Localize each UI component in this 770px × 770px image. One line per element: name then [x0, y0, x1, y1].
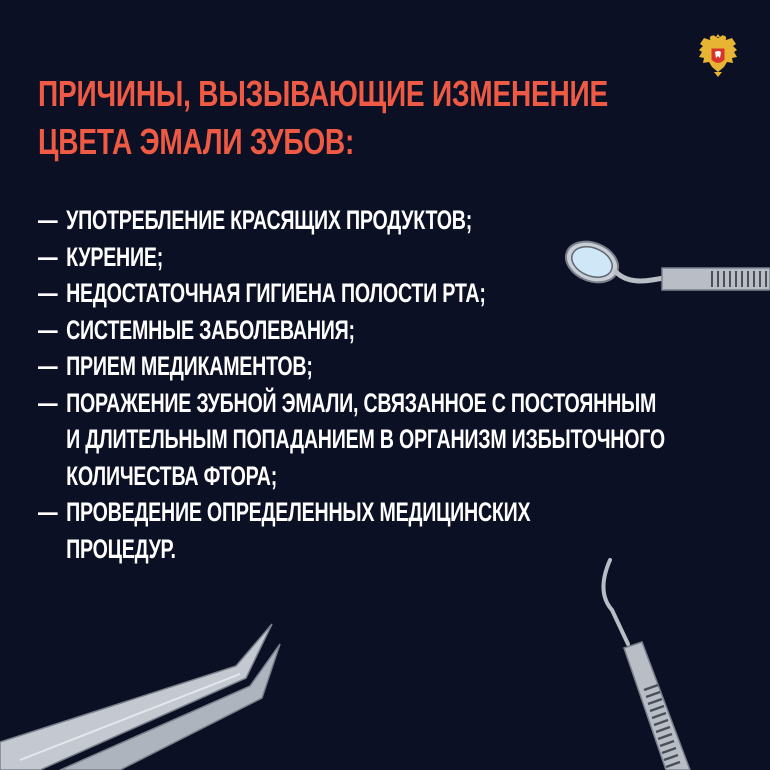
dental-mirror-icon	[562, 238, 770, 298]
list-dash: —	[38, 205, 58, 235]
list-dash: —	[38, 497, 58, 527]
list-item-text: ПРИЕМ МЕДИКАМЕНТОВ;	[66, 351, 313, 381]
list-item	[38, 202, 689, 239]
list-item-text: ПРОЦЕДУР.	[66, 533, 176, 564]
list-item	[38, 348, 689, 385]
list-item-text: ПРОВЕДЕНИЕ ОПРЕДЕЛЕННЫХ МЕДИЦИНСКИХ	[66, 497, 531, 527]
list-item-text: НЕДОСТАТОЧНАЯ ГИГИЕНА ПОЛОСТИ РТА;	[66, 278, 486, 308]
list-dash: —	[38, 351, 58, 381]
page-title	[38, 70, 678, 166]
title-line: ПРИЧИНЫ, ВЫЗЫВАЮЩИЕ ИЗМЕНЕНИЕ	[38, 73, 608, 114]
list-dash: —	[38, 314, 58, 345]
list-item	[38, 385, 689, 495]
list-item-text: И ДЛИТЕЛЬНЫМ ПОПАДАНИЕМ В ОРГАНИЗМ ИЗБЫТОЧНОГО	[66, 424, 665, 454]
dental-tweezers-icon	[0, 620, 290, 770]
list-item-text: УПОТРЕБЛЕНИЕ КРАСЯЩИХ ПРОДУКТОВ;	[66, 205, 473, 235]
title-line: ЦВЕТА ЭМАЛИ ЗУБОВ:	[38, 121, 355, 162]
list-dash: —	[38, 241, 58, 272]
list-item-text: ПОРАЖЕНИЕ ЗУБНОЙ ЭМАЛИ, СВЯЗАННОЕ С ПОСТОЯННЫМ	[66, 387, 657, 418]
list-item-text: КОЛИЧЕСТВА ФТОРА;	[66, 460, 278, 491]
list-dash: —	[38, 387, 58, 418]
list-dash: —	[38, 278, 58, 308]
double-headed-eagle-emblem-icon	[696, 32, 740, 78]
list-item	[38, 312, 689, 349]
list-item-text: КУРЕНИЕ;	[66, 241, 164, 272]
dental-probe-icon	[590, 552, 700, 770]
list-item-text: СИСТЕМНЫЕ ЗАБОЛЕВАНИЯ;	[66, 314, 355, 345]
